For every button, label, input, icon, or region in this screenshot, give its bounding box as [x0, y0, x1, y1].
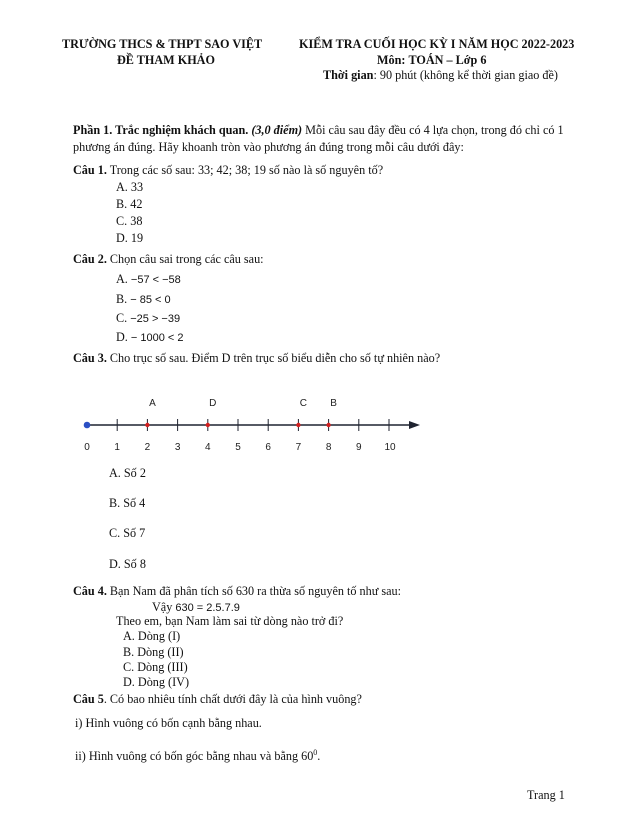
number-line-arrow: [409, 421, 420, 429]
q1-option-d[interactable]: D. 19: [116, 231, 144, 245]
q4-question: Theo em, bạn Nam làm sai từ dòng nào trở đi?: [116, 614, 344, 628]
q2-option-letter: A.: [116, 272, 128, 286]
q1-label: Câu 1.: [73, 163, 107, 177]
q2-label: Câu 2.: [73, 252, 107, 266]
q3-option-b[interactable]: B. Số 4: [109, 496, 146, 510]
q2-option-letter: C.: [116, 311, 128, 325]
q3-option-d[interactable]: D. Số 8: [109, 557, 146, 571]
point-c-marker: [296, 423, 300, 427]
question-4: [73, 584, 401, 599]
q3-option-c[interactable]: C. Số 7: [109, 526, 146, 540]
q2-option-expr: − 1000 < 2: [130, 332, 184, 344]
q4-conclusion: [152, 600, 240, 615]
q2-text: Chọn câu sai trong các câu sau:: [106, 252, 264, 266]
point-d-label: D: [209, 398, 217, 409]
tick-label: 5: [235, 442, 241, 453]
exam-title: KIỂM TRA CUỐI HỌC KỲ I NĂM HỌC 2022-2023: [299, 37, 575, 51]
q5-statement-2-end: .: [317, 749, 321, 764]
origin-point: [84, 422, 91, 429]
time-value: : 90 phút (không kể thời gian giao đề): [373, 68, 558, 82]
q1-option-b[interactable]: B. 42: [116, 197, 143, 211]
q2-option-letter: D.: [116, 330, 128, 344]
doc-type: ĐỀ THAM KHẢO: [117, 53, 215, 67]
q5-label: Câu 5: [73, 692, 104, 706]
q5-text: . Có bao nhiêu tính chất dưới đây là của hình vuông?: [103, 692, 362, 706]
tick-label: 3: [174, 442, 181, 453]
page-number: Trang 1: [527, 788, 565, 802]
point-b-label: B: [330, 398, 337, 409]
q3-option-a[interactable]: A. Số 2: [109, 466, 146, 480]
subject-value: TOÁN – Lớp 6: [408, 53, 487, 67]
q4-label: Câu 4.: [73, 584, 107, 598]
q2-option-expr: −57 < −58: [130, 274, 181, 286]
point-a-marker: [145, 423, 149, 427]
point-d-marker: [206, 423, 210, 427]
tick-label: 7: [295, 442, 302, 453]
q4-text: Bạn Nam đã phân tích số 630 ra thừa số nguyên tố như sau:: [106, 584, 402, 598]
school-name: TRƯỜNG THCS & THPT SAO VIỆT: [62, 37, 263, 51]
point-b-marker: [326, 423, 330, 427]
q5-statement-2: [75, 748, 320, 764]
tick-label: 0: [84, 442, 90, 453]
q5-statement-2-text: ii) Hình vuông có bốn góc bằng nhau và bằng 60: [75, 749, 314, 764]
subject-label: Môn:: [377, 53, 406, 67]
q4-option-d[interactable]: D. Dòng (IV): [123, 675, 190, 689]
part1-instruction: Mỗi câu sau đây đều có 4 lựa chọn, trong đó chỉ có 1 phương án đúng. Hãy khoanh tròn vào phương án đúng trong mỗi câu dưới đây:: [73, 123, 564, 154]
tick-label: 1: [114, 442, 120, 453]
tick-label: 9: [356, 442, 362, 453]
part1-points: (3,0 điểm): [251, 123, 303, 137]
degree-superscript: 0: [313, 748, 318, 757]
q2-option-letter: B.: [116, 292, 128, 306]
question-5: [73, 692, 362, 707]
q1-text: Trong các số sau: 33; 42; 38; 19 số nào là số nguyên tố?: [106, 163, 384, 177]
part1-title: Phần 1. Trắc nghiệm khách quan.: [73, 123, 249, 137]
q4-option-c[interactable]: C. Dòng (III): [123, 660, 188, 674]
tick-label: 8: [325, 442, 332, 453]
q2-option-expr: − 85 < 0: [130, 294, 171, 306]
point-a-label: A: [149, 398, 156, 409]
time-label: Thời gian: [323, 68, 374, 82]
q1-option-a[interactable]: A. 33: [116, 180, 144, 194]
point-c-label: C: [299, 398, 308, 409]
tick-label: 6: [265, 442, 271, 453]
tick-label: 10: [384, 442, 396, 453]
q1-option-c[interactable]: C. 38: [116, 214, 143, 228]
q3-text: Cho trục số sau. Điểm D trên trục số biểu diễn cho số tự nhiên nào?: [106, 351, 441, 365]
q4-option-a[interactable]: A. Dòng (I): [123, 629, 181, 643]
q4-option-b[interactable]: B. Dòng (II): [123, 645, 184, 659]
q4-conclusion-word: Vậy: [152, 600, 173, 614]
q4-conclusion-expr: 630 = 2.5.7.9: [175, 602, 240, 614]
tick-label: 4: [205, 442, 211, 453]
q5-statement-1: i) Hình vuông có bốn cạnh bằng nhau.: [75, 716, 262, 730]
tick-label: 2: [144, 442, 151, 453]
q3-label: Câu 3.: [73, 351, 107, 365]
q2-option-expr: −25 > −39: [130, 313, 181, 325]
